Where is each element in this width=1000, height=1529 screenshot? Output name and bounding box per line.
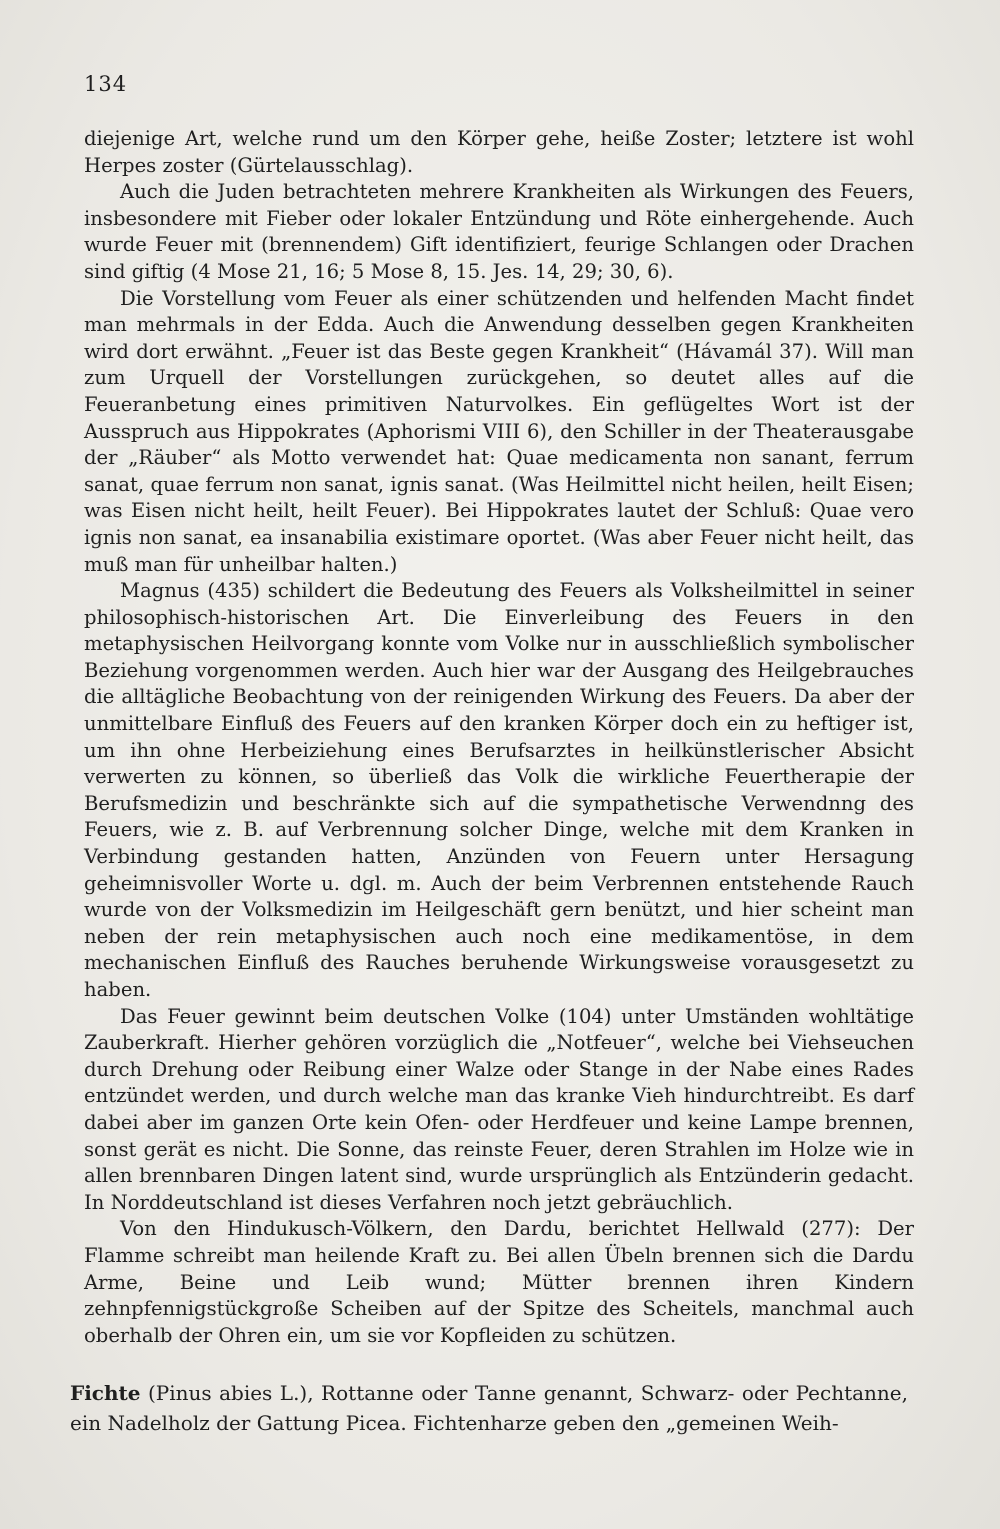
entry-headword: Fichte xyxy=(70,1381,141,1405)
paragraph-3: Die Vorstellung vom Feuer als einer schützenden und helfenden Macht findet man mehrmals in der Edda. Auch die Anwendung desselben gegen Krankheiten wird dort erwähnt. „Feuer ist das Beste gegen Krankheit“ (Hávamál 37). Will man zum Urquell der Vorstellungen zurückgehen, so deutet alles auf die Feueranbetung eines primitiven Naturvolkes. Ein geflügeltes Wort ist der Ausspruch aus Hippokrates (Aphorismi VIII 6), den Schiller in der Theaterausgabe der „Räuber“ als Motto verwendet hat: Quae medicamenta non sanant, ferrum sanat, quae ferrum non sanat, ignis sanat. (Was Heilmittel nicht heilen, heilt Eisen; was Eisen nicht heilt, heilt Feuer). Bei Hippokrates lautet der Schluß: Quae vero ignis non sanat, ea insanabilia existimare oportet. (Was aber Feuer nicht heilt, das muß man für unheilbar halten.) xyxy=(84,286,914,576)
dictionary-entry xyxy=(70,1378,908,1438)
paragraph-4: Magnus (435) schildert die Bedeutung des Feuers als Volksheilmittel in seiner philosophisch-historischen Art. Die Einverleibung des Feuers in den metaphysischen Heilvorgang konnte vom Volke nur in ausschließlich symbolischer Beziehung vorgenommen werden. Auch hier war der Ausgang des Heilgebrauches die alltägliche Beobachtung von der reinigenden Wirkung des Feuers. Da aber der unmittelbare Einfluß des Feuers auf den kranken Körper doch ein zu heftiger ist, um ihn ohne Herbeiziehung eines Berufsarztes in heilkünstlerischer Absicht verwerten zu können, so überließ das Volk die wirkliche Feuertherapie der Berufsmedizin und beschränkte sich auf die sympathetische Verwendnng des Feuers, wie z. B. auf Verbrennung solcher Dinge, welche mit dem Kranken in Verbindung gestanden hatten, Anzünden von Feuern unter Hersagung geheimnisvoller Worte u. dgl. m. Auch der beim Verbrennen entstehende Rauch wurde von der Volksmedizin im Heilgeschäft gern benützt, und hier scheint man neben der rein metaphysischen auch noch eine medikamentöse, in dem mechanischen Einfluß des Rauches beruhende Wirkungsweise vorausgesetzt zu haben. xyxy=(84,579,914,1001)
paragraph-6: Von den Hindukusch-Völkern, den Dardu, berichtet Hellwald (277): Der Flamme schreibt man heilende Kraft zu. Bei allen Übeln brennen sich die Dardu Arme, Beine und Leib wund; Mütter brennen ihren Kindern zehnpfennigstückgroße Scheiben auf der Spitze des Scheitels, manchmal auch oberhalb der Ohren ein, um sie vor Kopfleiden zu schützen. xyxy=(84,1217,914,1347)
paragraph-5: Das Feuer gewinnt beim deutschen Volke (104) unter Umständen wohltätige Zauberkraft. Hierher gehören vorzüglich die „Notfeuer“, welche bei Viehseuchen durch Drehung oder Reibung einer Walze oder Stange in der Nabe eines Rades entzündet werden, und durch welche man das kranke Vieh hindurchtreibt. Es darf dabei aber im ganzen Orte kein Ofen- oder Herdfeuer und keine Lampe brennen, sonst gerät es nicht. Die Sonne, das reinste Feuer, deren Strahlen im Holze wie in allen brennbaren Dingen latent sind, wurde ursprünglich als Entzünderin gedacht. In Norddeutschland ist dieses Verfahren noch jetzt gebräuchlich. xyxy=(84,1004,914,1214)
paragraph-1: diejenige Art, welche rund um den Körper gehe, heiße Zoster; letztere ist wohl Herpes zoster (Gürtelausschlag). xyxy=(84,127,914,177)
paragraph-2: Auch die Juden betrachteten mehrere Krankheiten als Wirkungen des Feuers, insbesondere mit Fieber oder lokaler Entzündung und Röte einhergehende. Auch wurde Feuer mit (brennendem) Gift identifiziert, feurige Schlangen oder Drachen sind giftig (4 Mose 21, 16; 5 Mose 8, 15. Jes. 14, 29; 30, 6). xyxy=(84,180,914,283)
body-text xyxy=(84,126,914,1349)
entry-text: (Pinus abies L.), Rottanne oder Tanne genannt, Schwarz- oder Pechtanne, ein Nadelholz der Gattung Picea. Fichtenharze geben den „gemeinen Weih- xyxy=(70,1381,909,1435)
page-number: 134 xyxy=(84,72,128,96)
